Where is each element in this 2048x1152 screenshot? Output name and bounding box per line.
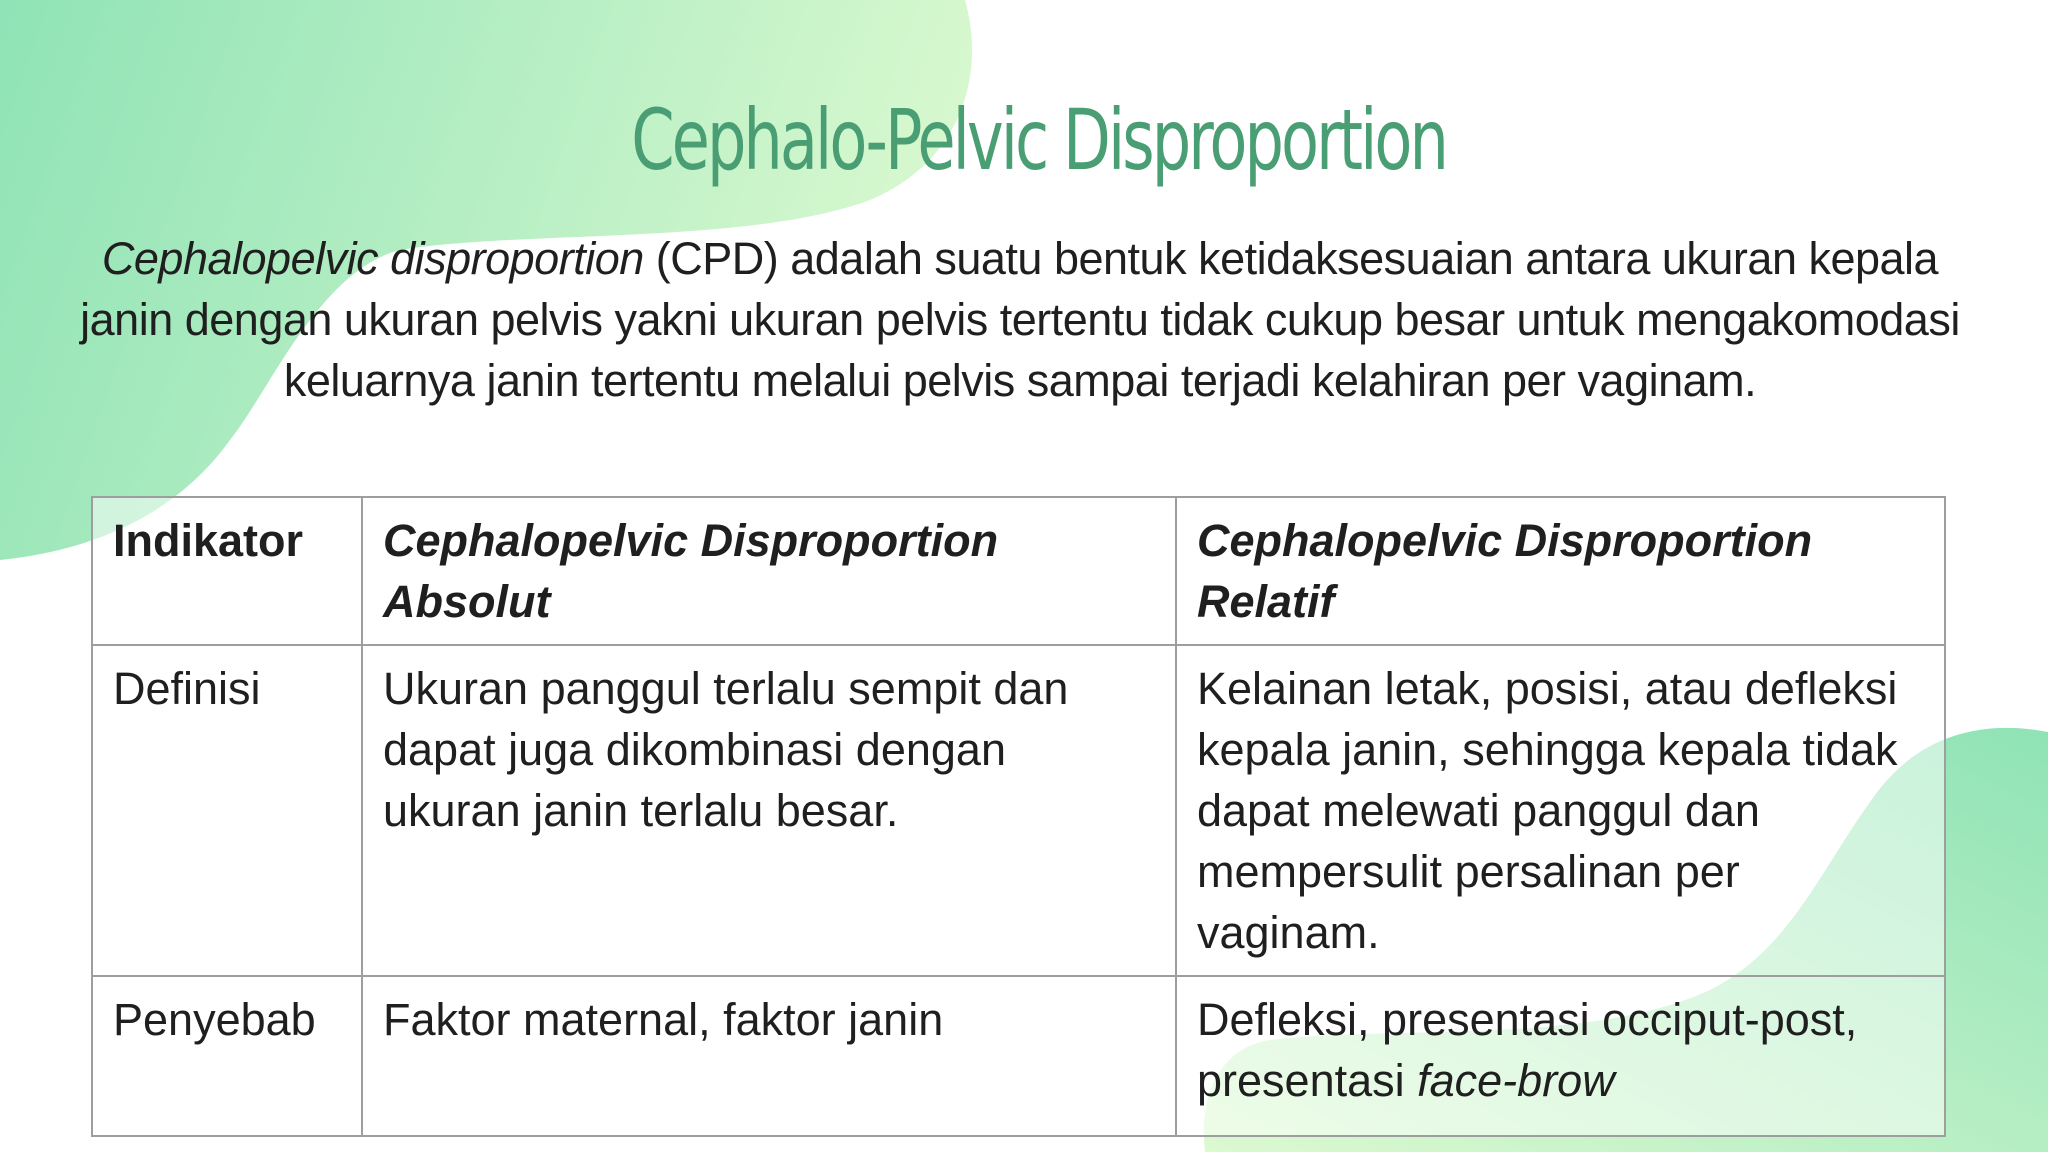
intro-paragraph <box>60 228 1980 411</box>
header-relatif: Cephalopelvic Disproportion Relatif <box>1176 497 1945 645</box>
relatif-penyebab-text: Defleksi, presentasi occiput-post, presentasi <box>1197 994 1858 1106</box>
table-row <box>92 976 1945 1136</box>
slide-title: Cephalo-Pelvic Disproportion <box>631 91 1446 189</box>
table-row <box>92 645 1945 976</box>
cell-absolut-definisi: Ukuran panggul terlalu sempit dan dapat juga dikombinasi dengan ukuran janin terlalu besar. <box>362 645 1176 976</box>
relatif-penyebab-italic: face-brow <box>1417 1055 1615 1106</box>
intro-text: (CPD) adalah suatu bentuk ketidaksesuaian antara ukuran kepala janin dengan ukuran pelvis yakni ukuran pelvis tertentu tidak cukup besar untuk mengakomodasi keluarnya janin tertentu melalui pelvis sampai terjadi kelahiran per vaginam. <box>80 233 1960 406</box>
cell-absolut-penyebab: Faktor maternal, faktor janin <box>362 976 1176 1136</box>
header-indikator: Indikator <box>92 497 362 645</box>
header-absolut: Cephalopelvic Disproportion Absolut <box>362 497 1176 645</box>
cell-indicator-definisi: Definisi <box>92 645 362 976</box>
cell-relatif-definisi: Kelainan letak, posisi, atau defleksi kepala janin, sehingga kepala tidak dapat melewati panggul dan mempersulit persalinan per vaginam. <box>1176 645 1945 976</box>
cell-indicator-penyebab: Penyebab <box>92 976 362 1136</box>
cpd-comparison-table <box>91 496 1946 1137</box>
table-header-row <box>92 497 1945 645</box>
intro-term: Cephalopelvic disproportion <box>101 233 644 284</box>
cell-relatif-penyebab <box>1176 976 1945 1136</box>
